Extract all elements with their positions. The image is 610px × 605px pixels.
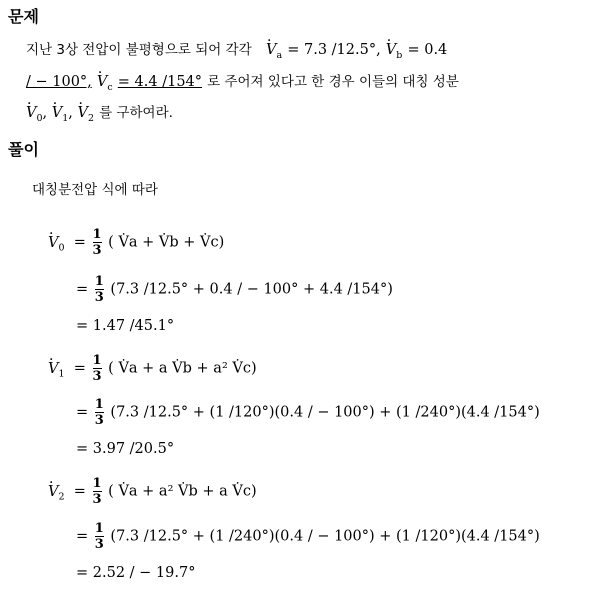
solution-intro: 대칭분전압 식에 따라: [32, 182, 158, 198]
problem-line-2: / − 100°, · $V_c = 4.4$ /154° 로 주어져 있다고 한 경우 이들의 대칭 성분: [26, 70, 459, 93]
solution-heading: 풀이: [8, 140, 39, 159]
problem-text-2: 로 주어져 있다고 한 경우 이들의 대칭 성분: [207, 74, 459, 90]
v1-equation: · $V_1$ = $\frac{1}{3}$ ( V̇a + a V̇b + a² V̇c): [48, 354, 257, 383]
v1-result: = 3.97 /20.5°: [76, 441, 175, 457]
vb-angle: / − 100°,: [26, 74, 92, 90]
v0-result: = 1.47 /45.1°: [76, 318, 175, 334]
v0-step-1-text: (7.3 /12.5° + 0.4 / − 100° + 4.4 /154°): [110, 281, 393, 298]
v2-result: = 2.52 / − 19.7°: [76, 565, 196, 581]
v0-expression: ( V̇a + V̇b + V̇c): [108, 234, 225, 251]
v1-step-1: = $\frac{1}{3}$ (7.3 /12.5° + (1 /120°)(0.4 / − 100°) + (1 /240°)(4.4 /154°): [76, 397, 540, 428]
v0-step-1: = $\frac{1}{3}$ (7.3 /12.5° + 0.4 / − 100° + 4.4 /154°): [76, 274, 393, 305]
v2-equation: · $V_2$ = $\frac{1}{3}$ ( V̇a + a² V̇b + a V̇c): [48, 477, 257, 506]
vb-value: = 0.4: [407, 42, 448, 58]
va-value: = 7.3 /12.5°,: [287, 42, 381, 58]
v2-step-1-text: (7.3 /12.5° + (1 /240°)(0.4 / − 100°) + (1 /120°)(4.4 /154°): [110, 528, 540, 545]
v2-expression: ( V̇a + a² V̇b + a V̇c): [108, 483, 257, 500]
v2-step-1: = $\frac{1}{3}$ (7.3 /12.5° + (1 /240°)(0.4 / − 100°) + (1 /120°)(4.4 /154°): [76, 521, 540, 552]
vc-value: = 4.4 /154°: [117, 74, 203, 90]
problem-line-3: · $V_0$, · $V_1$, · $V_2$ 를 구하여라.: [26, 101, 173, 124]
v0-equation: · $V_0$ = $\frac{1}{3}$ ( V̇a + V̇b + V̇c): [48, 228, 224, 257]
problem-text-3: 를 구하여라.: [99, 105, 173, 121]
fraction-one-third: $\frac{1}{3}$: [92, 227, 102, 258]
problem-heading: 문제: [8, 7, 39, 26]
v1-step-1-text: (7.3 /12.5° + (1 /120°)(0.4 / − 100°) + (1 /240°)(4.4 /154°): [110, 404, 540, 421]
problem-text-1: 지난 3상 전압이 불평형으로 되어 각각: [26, 42, 252, 58]
v1-expression: ( V̇a + a V̇b + a² V̇c): [108, 360, 257, 377]
problem-line-1: 지난 3상 전압이 불평형으로 되어 각각 · $V_a = 7.3$ /12.5°, · $V_b = 0.4$: [26, 38, 447, 61]
